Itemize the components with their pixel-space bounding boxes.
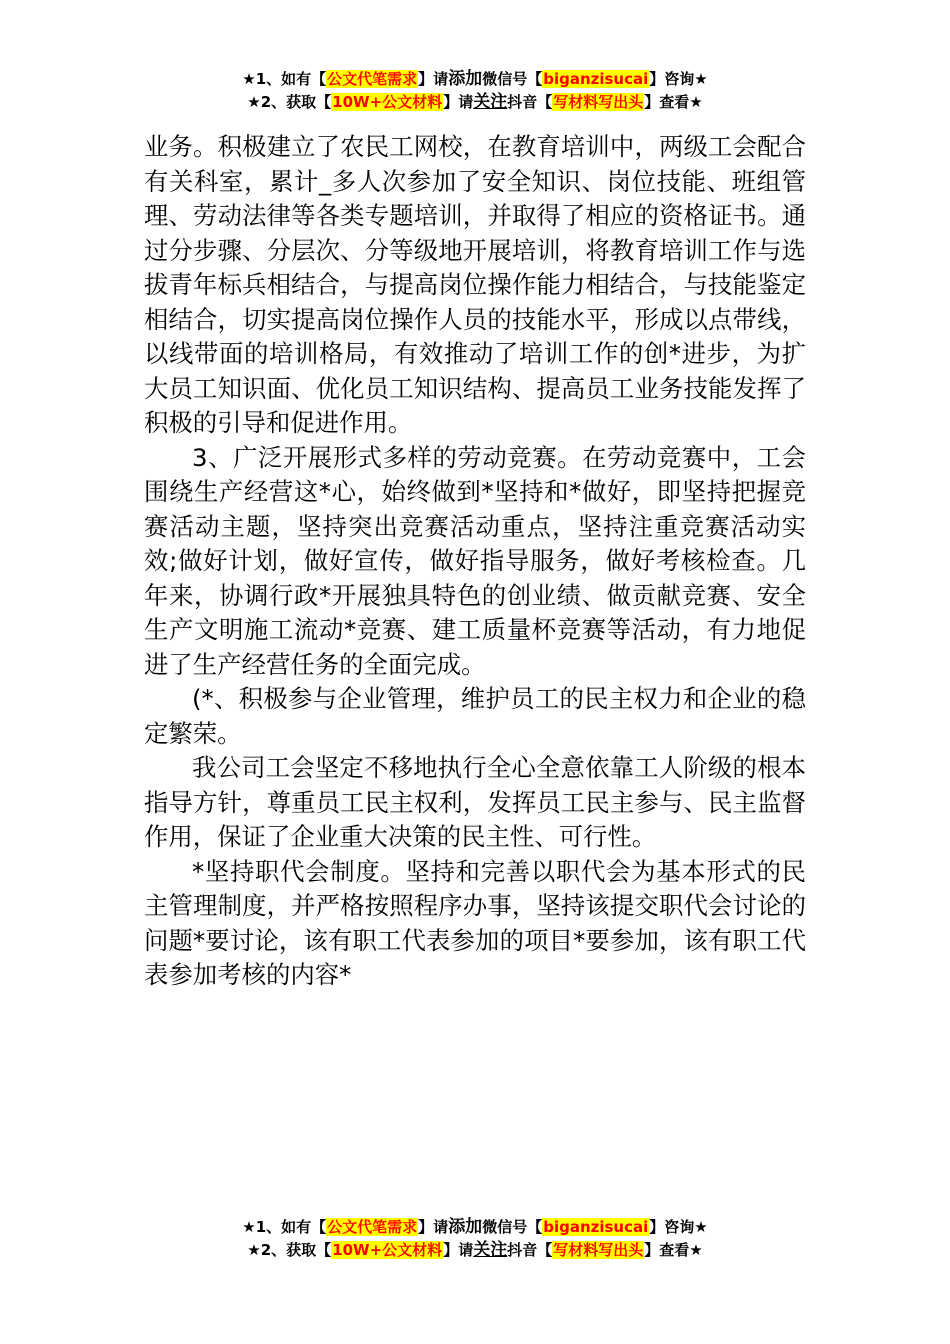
banner-text: 】查看★ (644, 1241, 703, 1259)
banner-text: 】请 (418, 70, 449, 88)
banner-emphasis: 添加 (448, 69, 483, 89)
banner-douyin-id: 写材料写出头 (553, 93, 644, 111)
paragraph: 我公司工会坚定不移地执行全心全意依靠工人阶级的根本指导方针，尊重员工民主权利，发挥员工民主参与、民主监督作用，保证了企业重大决策的民主性、可行性。 (144, 753, 806, 851)
banner-text: 】请 (443, 93, 474, 111)
banner-text: 】查看★ (644, 93, 703, 111)
banner-line-2 (0, 1239, 950, 1262)
banner-douyin-id: 写材料写出头 (553, 1241, 644, 1259)
header-banner (0, 68, 950, 114)
banner-line-2 (0, 91, 950, 114)
banner-highlight: 10W+公文材料 (332, 93, 443, 111)
banner-line-1 (0, 1216, 950, 1239)
banner-text: 抖音【 (507, 93, 553, 111)
banner-highlight: 10W+公文材料 (332, 1241, 443, 1259)
footer-banner (0, 1216, 950, 1262)
banner-text: 抖音【 (507, 1241, 553, 1259)
banner-text: 】咨询★ (649, 70, 708, 88)
banner-text: 微信号【 (482, 70, 543, 88)
paragraph: *坚持职代会制度。坚持和完善以职代会为基本形式的民主管理制度，并严格按照程序办事，坚持该提交职代会讨论的问题*要讨论，该有职工代表参加的项目*要参加，该有职工代表参加考核的内容* (144, 856, 806, 989)
document-body (144, 130, 806, 993)
banner-text: ★1、如有【 (242, 70, 327, 88)
banner-text: 】请 (418, 1218, 449, 1236)
banner-highlight: 公文代笔需求 (327, 1218, 418, 1236)
banner-wechat-id: biganzisucai (543, 1218, 649, 1236)
banner-text: 】咨询★ (649, 1218, 708, 1236)
banner-text: ★2、获取【 (247, 1241, 332, 1259)
banner-text: ★1、如有【 (242, 1218, 327, 1236)
banner-emphasis: 关注 (473, 1240, 508, 1260)
banner-line-1 (0, 68, 950, 91)
banner-emphasis: 添加 (448, 1217, 483, 1237)
banner-wechat-id: biganzisucai (543, 70, 649, 88)
banner-text: ★2、获取【 (247, 93, 332, 111)
paragraph: 业务。积极建立了农民工网校，在教育培训中，两级工会配合有关科室，累计_多人次参加了安全知识、岗位技能、班组管理、劳动法律等各类专题培训，并取得了相应的资格证书。通过分步骤、分层次、分等级地开展培训，将教育培训工作与选拔青年标兵相结合，与提高岗位操作能力相结合，与技能鉴定相结合，切实提高岗位操作人员的技能水平，形成以点带线，以线带面的培训格局，有效推动了培训工作的创*进步，为扩大员工知识面、优化员工知识结构、提高员工业务技能发挥了积极的引导和促进作用。 (144, 132, 806, 437)
paragraph: (*、积极参与企业管理，维护员工的民主权力和企业的稳定繁荣。 (144, 684, 806, 748)
banner-highlight: 公文代笔需求 (327, 70, 418, 88)
banner-text: 】请 (443, 1241, 474, 1259)
banner-text: 微信号【 (482, 1218, 543, 1236)
banner-emphasis: 关注 (473, 92, 508, 112)
paragraph: 3、广泛开展形式多样的劳动竞赛。在劳动竞赛中，工会围绕生产经营这*心，始终做到*坚持和*做好，即坚持把握竞赛活动主题，坚持突出竞赛活动重点，坚持注重竞赛活动实效;做好计划，做好宣传，做好指导服务，做好考核检查。几年来，协调行政*开展独具特色的创业绩、做贡献竞赛、安全生产文明施工流动*竞赛、建工质量杯竞赛等活动，有力地促进了生产经营任务的全面完成。 (144, 442, 806, 679)
